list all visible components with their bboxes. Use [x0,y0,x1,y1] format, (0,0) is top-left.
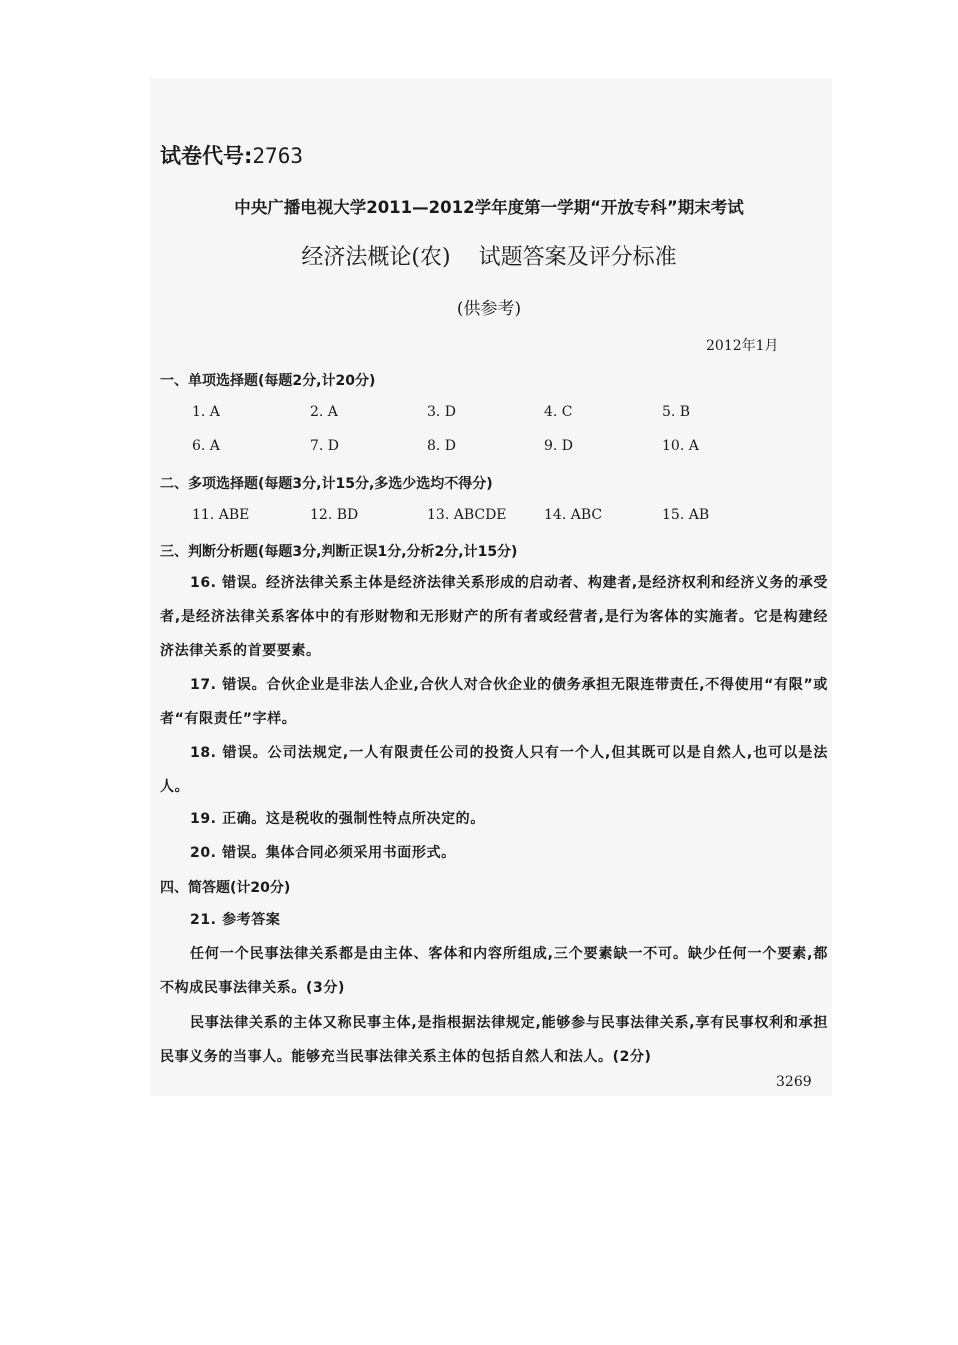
answer-10: 10. A [662,438,699,454]
answer-19-text: 19. 正确。这是税收的强制性特点所决定的。 [190,811,485,827]
answer-5: 5. B [662,404,691,420]
answer-6: 6. A [192,438,220,454]
answer-14: 14. ABC [544,507,603,523]
answer-18 [160,736,828,804]
answer-21-paragraph-2 [160,1006,828,1074]
answer-16 [160,566,828,668]
answer-9: 9. D [544,438,574,454]
answer-13: 13. ABCDE [427,507,507,523]
answer-21-label [160,903,828,937]
answer-21-paragraph-1-text: 任何一个民事法律关系都是由主体、客体和内容所组成,三个要素缺一不可。缺少任何一个要素,都不构成民事法律关系。(3分) [160,946,828,996]
answer-15: 15. AB [662,507,710,523]
exam-code [160,140,303,170]
document-subtitle: (供参考) [456,299,522,319]
title-rest: 试题答案及评分标准 [478,245,677,270]
answer-20-text: 20. 错误。集体合同必须采用书面形式。 [190,845,456,861]
document-title [158,240,820,271]
section2-heading: 二、多项选择题(每题3分,计15分,多选少选均不得分) [160,476,493,492]
exam-code-number: 2763 [252,144,303,168]
answer-1: 1. A [192,404,220,420]
answer-18-text: 18. 错误。公司法规定,一人有限责任公司的投资人只有一个人,但其既可以是自然人,也可以是法人。 [160,745,828,795]
section1-heading: 一、单项选择题(每题2分,计20分) [160,373,376,389]
answer-19 [160,802,828,836]
answer-16-text: 16. 错误。经济法律关系主体是经济法律关系形成的启动者、构建者,是经济权利和经济义务的承受者,是经济法律关系客体中的有形财物和无形财产的所有者或经营者,是行为客体的实施者。它是构建经济法律关系的首要要素。 [160,575,828,659]
exam-code-label: 试卷代号: [160,144,253,168]
answer-17 [160,668,828,736]
answer-17-text: 17. 错误。合伙企业是非法人企业,合伙人对合伙企业的债务承担无限连带责任,不得使用“有限”或者“有限责任”字样。 [160,677,828,727]
answer-21-label-text: 21. 参考答案 [190,912,281,928]
answer-21-paragraph-1 [160,937,828,1005]
answer-2: 2. A [310,404,338,420]
answer-3: 3. D [427,404,457,420]
exam-date: 2012年1月 [706,338,779,354]
answer-8: 8. D [427,438,457,454]
section3-heading: 三、判断分析题(每题3分,判断正误1分,分析2分,计15分) [160,544,518,560]
answer-7: 7. D [310,438,340,454]
answer-12: 12. BD [310,507,359,523]
answer-21-paragraph-2-text: 民事法律关系的主体又称民事主体,是指根据法律规定,能够参与民事法律关系,享有民事权利和承担民事义务的当事人。能够充当民事法律关系主体的包括自然人和法人。(2分) [160,1015,828,1065]
page-number: 3269 [776,1074,812,1090]
school-heading: 中央广播电视大学2011—2012学年度第一学期“开放专科”期末考试 [234,198,744,217]
answer-4: 4. C [544,404,573,420]
answer-20 [160,836,828,870]
answer-11: 11. ABE [192,507,250,523]
section4-heading: 四、简答题(计20分) [160,880,291,896]
title-course: 经济法概论(农) [301,245,451,270]
